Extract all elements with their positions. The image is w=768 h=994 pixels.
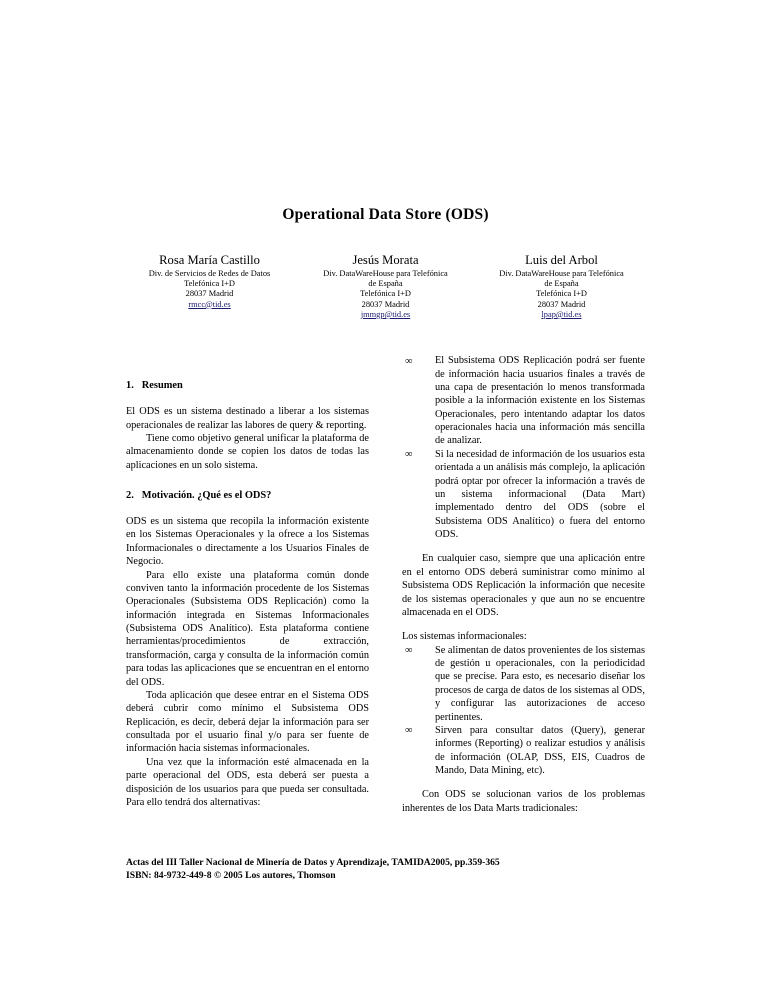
left-column (126, 354, 369, 815)
author-list (126, 253, 645, 321)
section-title: Resumen (141, 380, 183, 392)
paragraph: En cualquier caso, siempre que una aplicación entre en el entorno ODS deberá suministrar como mínimo al Subsistema ODS Replicación la información que necesite de los sistemas operacionales y que aun no se encuentre almacenada en el ODS. (402, 553, 645, 618)
paragraph: El ODS es un sistema destinado a liberar a los sistemas operacionales de realizar las labores de query & reporting. (126, 406, 369, 431)
list-item-text: Si la necesidad de información de los usuarios esta orientada a un análisis más complejo, la aplicación podrá optar por ofrecer la información a través de un sistema informacional (Data Mart) implementado dentro del ODS (sobre el Subsistema ODS Analítico) o fuera del entorno ODS. (435, 448, 645, 541)
paragraph: Toda aplicación que desee entrar en el Sistema ODS deberá cubrir como mínimo el Subsistema ODS Replicación, es decir, deberá dejar la información para ser consultada por el usuario final y/o para ser fuente de información hacia sistemas informacionales. (126, 689, 369, 755)
paragraph: Con ODS se solucionan varios de los problemas inherentes de los Data Marts tradicionales: (402, 789, 645, 814)
list-item-text: El Subsistema ODS Replicación podrá ser fuente de información hacia usuarios finales a través de una capa de presentación lo menos transformada posible a la información existente en los Sistemas Operacionales, pero intentando adaptar los datos operacionales hacia una información más sencilla de analizar. (435, 355, 645, 447)
list-item-text: Sirven para consultar datos (Query), generar informes (Reporting) o realizar estudios y análisis de información (OLAP, DSS, EIS, Cuadros de Mando, Data Mining, etc). (435, 724, 645, 777)
infinity-bullet-icon: ∞ (405, 449, 413, 461)
author-block (478, 253, 645, 321)
author-affiliation-line: Telefónica I+D (184, 279, 235, 289)
author-affiliation-line: de España (544, 279, 579, 289)
author-email-link[interactable]: jmmgp@tid.es (360, 309, 411, 319)
list-item (402, 354, 645, 448)
section-heading-resumen (126, 379, 369, 392)
infinity-bullet-icon: ∞ (405, 725, 413, 737)
informational-systems-list (402, 644, 645, 778)
author-name: Luis del Arbol (525, 252, 598, 267)
author-affiliation-line: 28037 Madrid (361, 299, 410, 309)
list-item-text: Se alimentan de datos provenientes de los sistemas de gestión u operacionales, con la periodicidad que se precise. Para esto, es necesario diseñar los procesos de carga de datos de los sistemas al ODS, y configurar las autorizaciones de acceso pertinentes. (435, 644, 645, 723)
author-affiliation-line: Div. DataWareHouse para Telefónica (323, 268, 448, 278)
author-affiliation-line: Telefónica I+D (360, 289, 411, 299)
list-item (402, 448, 645, 542)
section-title: Motivación. ¿Qué es el ODS? (141, 490, 272, 502)
author-affiliation-line: Div. de Servicios de Redes de Datos (148, 268, 271, 278)
section-number: 1. (126, 380, 134, 392)
paper-content (126, 206, 645, 815)
author-affiliation-line: Div. DataWareHouse para Telefónica (499, 268, 624, 278)
author-name: Rosa María Castillo (159, 252, 260, 267)
author-name: Jesús Morata (352, 252, 419, 267)
section-heading-motivacion (126, 489, 369, 502)
infinity-bullet-icon: ∞ (405, 355, 413, 367)
paragraph: Para ello existe una plataforma común donde conviven tanto la información procedente de los Sistemas Operacionales (Subsistema ODS Replicación) como la información integrada en Sistemas Informacionales (Subsistema ODS Analítico). Esta plataforma contiene herramientas/procedimientos de extracción, transformación, carga y consulta de la información común para todas las aplicaciones que se encuentran en el entorno del ODS. (126, 569, 369, 688)
infinity-bullet-icon: ∞ (405, 645, 413, 657)
page-footer (126, 857, 645, 883)
right-column (402, 354, 645, 815)
author-email-link[interactable]: lpap@tid.es (541, 309, 582, 319)
two-column-body (126, 354, 645, 815)
paragraph: Una vez que la información esté almacenada en la parte operacional del ODS, esta deberá ser puesta a disposición de los usuarios para que pueda ser consultada. Para ello tendrá dos alternativas: (126, 756, 369, 808)
author-affiliation-line: de España (368, 279, 403, 289)
section-number: 2. (126, 490, 134, 502)
author-email-link[interactable]: rmcc@tid.es (188, 299, 231, 309)
author-affiliation-line: 28037 Madrid (185, 289, 234, 299)
footer-isbn-line: ISBN: 84-9732-449-8 © 2005 Los autores, Thomson (126, 869, 336, 881)
author-block (302, 253, 469, 321)
list-item (402, 644, 645, 724)
paragraph: ODS es un sistema que recopila la información existente en los Sistemas Operacionales y la ofrece a los Sistemas Informacionales o directamente a los Usuarios Finales de Negocio. (126, 516, 369, 568)
author-block (126, 253, 293, 310)
author-affiliation-line: 28037 Madrid (537, 299, 586, 309)
informational-systems-lead: Los sistemas informacionales: (402, 631, 527, 643)
page-title: Operational Data Store (ODS) (282, 206, 489, 223)
alternatives-list (402, 354, 645, 541)
paragraph: Tiene como objetivo general unificar la plataforma de almacenamiento donde se copien los datos de todas las aplicaciones en un solo sistema. (126, 432, 369, 471)
footer-proceedings-line: Actas del III Taller Nacional de Minería de Datos y Aprendizaje, TAMIDA2005, pp.359-365 (126, 857, 500, 868)
author-affiliation-line: Telefónica I+D (536, 289, 587, 299)
list-item (402, 724, 645, 778)
